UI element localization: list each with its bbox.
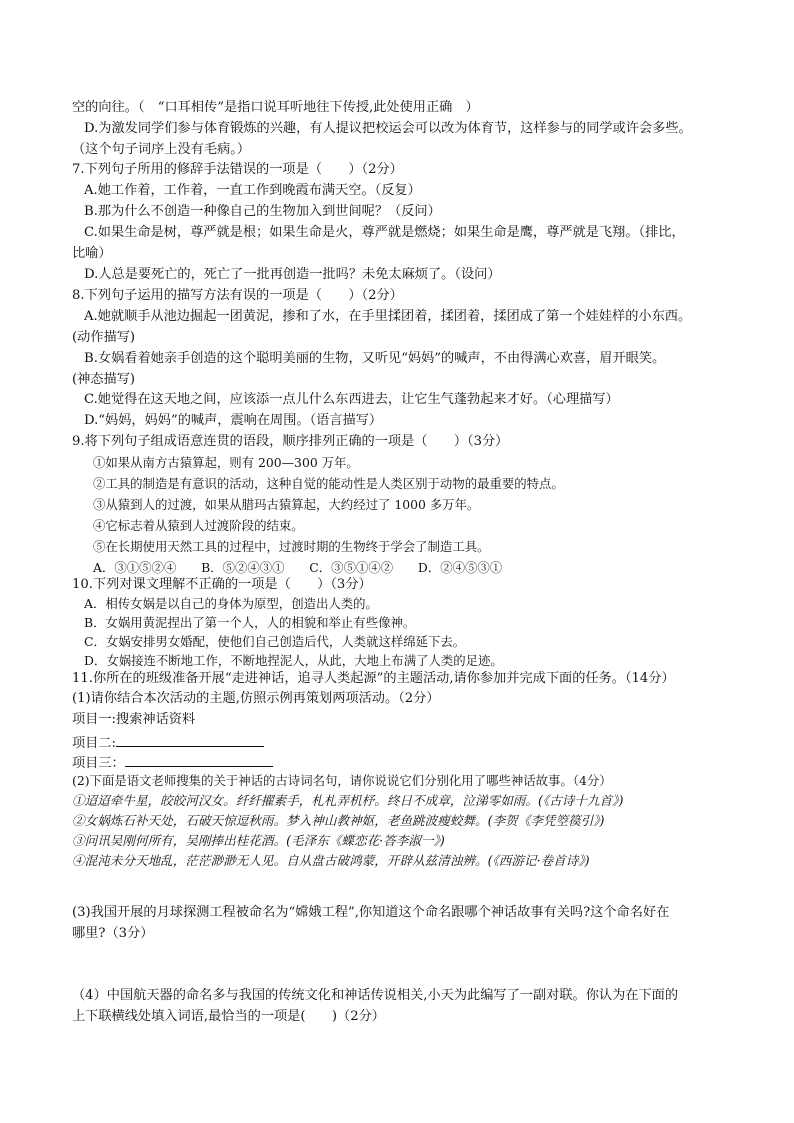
text-line: （这个句子词序上没有毛病。） bbox=[72, 142, 251, 157]
project-three bbox=[72, 752, 273, 773]
poem-line-4: ④混沌未分天地乱，茫茫渺渺无人见。自从盘古破鸿蒙，开辟从兹清浊辨。(《西游记·卷首诗》) bbox=[72, 853, 590, 868]
sentence-1: ①如果从南方古猿算起，则有 200—300 万年。 bbox=[93, 455, 359, 470]
option-b: B.女娲看着她亲手创造的这个聪明美丽的生物，又听见“妈妈”的喊声，不由得满心欢喜，眉开眼笑。 bbox=[84, 351, 666, 366]
option-c: C.她觉得在这天地之间，应该添一点儿什么东西进去，让它生气蓬勃起来才好。（心理描写） bbox=[84, 392, 619, 407]
sentence-3: ③从猿到人的过渡，如果从腊玛古猿算起，大约经过了 1000 多万年。 bbox=[93, 497, 480, 512]
question-10-stem: 10.下列对课文理解不正确的一项是（ ）（3分） bbox=[72, 577, 372, 592]
option-c: C．女娲安排男女婚配，使他们自己创造后代，人类就这样绵延下去。 bbox=[84, 634, 466, 649]
text-line: (神态描写) bbox=[72, 372, 136, 387]
sub-question-1: (1)请你结合本次活动的主题,仿照示例再策划两项活动。（2分） bbox=[72, 691, 440, 706]
sub-question-4: （4）中国航天器的命名多与我国的传统文化和神话传说相关,小天为此编写了一副对联。你认为在下面的 bbox=[72, 988, 679, 1003]
project-two-label: 项目二: bbox=[72, 736, 117, 751]
option-a: A.她就顺手从池边掘起一团黄泥，掺和了水，在手里揉团着，揉团着，揉团成了第一个娃娃样的小东西。 bbox=[84, 309, 692, 324]
question-9-stem: 9.将下列句子组成语意连贯的语段，顺序排列正确的一项是（ ）（3分） bbox=[72, 434, 509, 449]
question-11-stem: 11.你所在的班级准备开展“走进神话，追寻人类起源”的主题活动,请你参加并完成下面的任务。（14分） bbox=[72, 671, 675, 686]
poem-line-2: ②女娲炼石补天处，石破天惊逗秋雨。梦入神山教神妪，老鱼跳波瘦蛟舞。(李贺《李凭箜篌引》) bbox=[72, 813, 605, 828]
option-a: A．相传女娲是以自己的身体为原型，创造出人类的。 bbox=[84, 596, 378, 611]
option-b: B．女娲用黄泥捏出了第一个人，人的相貌和举止有些像神。 bbox=[84, 615, 416, 630]
project-three-label: 项目三： bbox=[72, 756, 125, 771]
sentence-2: ②工具的制造是有意识的活动，这种自觉的能动性是人类区别于动物的最重要的特点。 bbox=[93, 476, 564, 491]
option-d: D．女娲接连不断地工作，不断地捏泥人，从此，大地上布满了人类的足迹。 bbox=[84, 653, 503, 668]
text-line: 哪里?（3分） bbox=[72, 926, 154, 941]
option-b: B.那为什么不创造一种像自己的生物加入到世间呢？（反问） bbox=[84, 204, 441, 219]
sentence-5: ⑤在长期使用天然工具的过程中，过渡时期的生物终于学会了制造工具。 bbox=[93, 539, 490, 554]
text-line: 空的向往。（ “口耳相传”是指口说耳听地往下传授,此处使用正确 ） bbox=[72, 100, 479, 115]
question-7-stem: 7.下列句子所用的修辞手法错误的一项是（ ）（2分） bbox=[72, 162, 403, 177]
sub-question-2: (2)下面是语文老师搜集的关于神话的古诗词名句，请你说说它们分别化用了哪些神话故事。（4分） bbox=[72, 773, 612, 788]
poem-line-3: ③问讯吴刚何所有，吴刚捧出桂花酒。(毛泽东《蝶恋花·答李淑一》) bbox=[72, 833, 445, 848]
answer-blank-3[interactable] bbox=[125, 752, 273, 767]
option-d: D.“妈妈，妈妈”的喊声，震响在周围。（语言描写） bbox=[84, 413, 383, 428]
sub-question-3: (3)我国开展的月球探测工程被命名为“嫦娥工程”,你知道这个命名跟哪个神话故事有关吗?这个命名好在 bbox=[72, 905, 670, 920]
text-line: (动作描写) bbox=[72, 330, 136, 345]
text-line: D.为激发同学们参与体育锻炼的兴趣，有人提议把校运会可以改为体育节，这样参与的同学或许会多些。 bbox=[84, 121, 692, 136]
answer-blank-2[interactable] bbox=[116, 732, 264, 747]
sentence-4: ④它标志着从猿到人过渡阶段的结束。 bbox=[93, 518, 304, 533]
option-c: C.如果生命是树，尊严就是根；如果生命是火，尊严就是燃烧；如果生命是鹰，尊严就是飞翔。（排比， bbox=[84, 225, 685, 240]
project-one: 项目一:搜索神话资料 bbox=[72, 712, 196, 727]
poem-line-1: ①迢迢牵牛星，皎皎河汉女。纤纤擢素手，札札弄机杼。终日不成章，泣涕零如雨。(《古诗十九首》) bbox=[72, 793, 624, 808]
text-line: 比喻） bbox=[72, 246, 112, 261]
question-8-stem: 8.下列句子运用的描写方法有误的一项是（ ）（2分） bbox=[72, 288, 403, 303]
options-row: A．③①⑤②④ B．⑤②④③① C．③⑤①④② D．②④⑤③① bbox=[93, 560, 503, 575]
option-a: A.她工作着，工作着，一直工作到晚霞布满天空。（反复） bbox=[84, 183, 421, 198]
project-two bbox=[72, 732, 264, 753]
option-d: D.人总是要死亡的，死亡了一批再创造一批吗？未免太麻烦了。（设问） bbox=[84, 267, 501, 282]
text-line: 上下联横线处填入词语,最恰当的一项是( )（2分） bbox=[72, 1009, 385, 1024]
